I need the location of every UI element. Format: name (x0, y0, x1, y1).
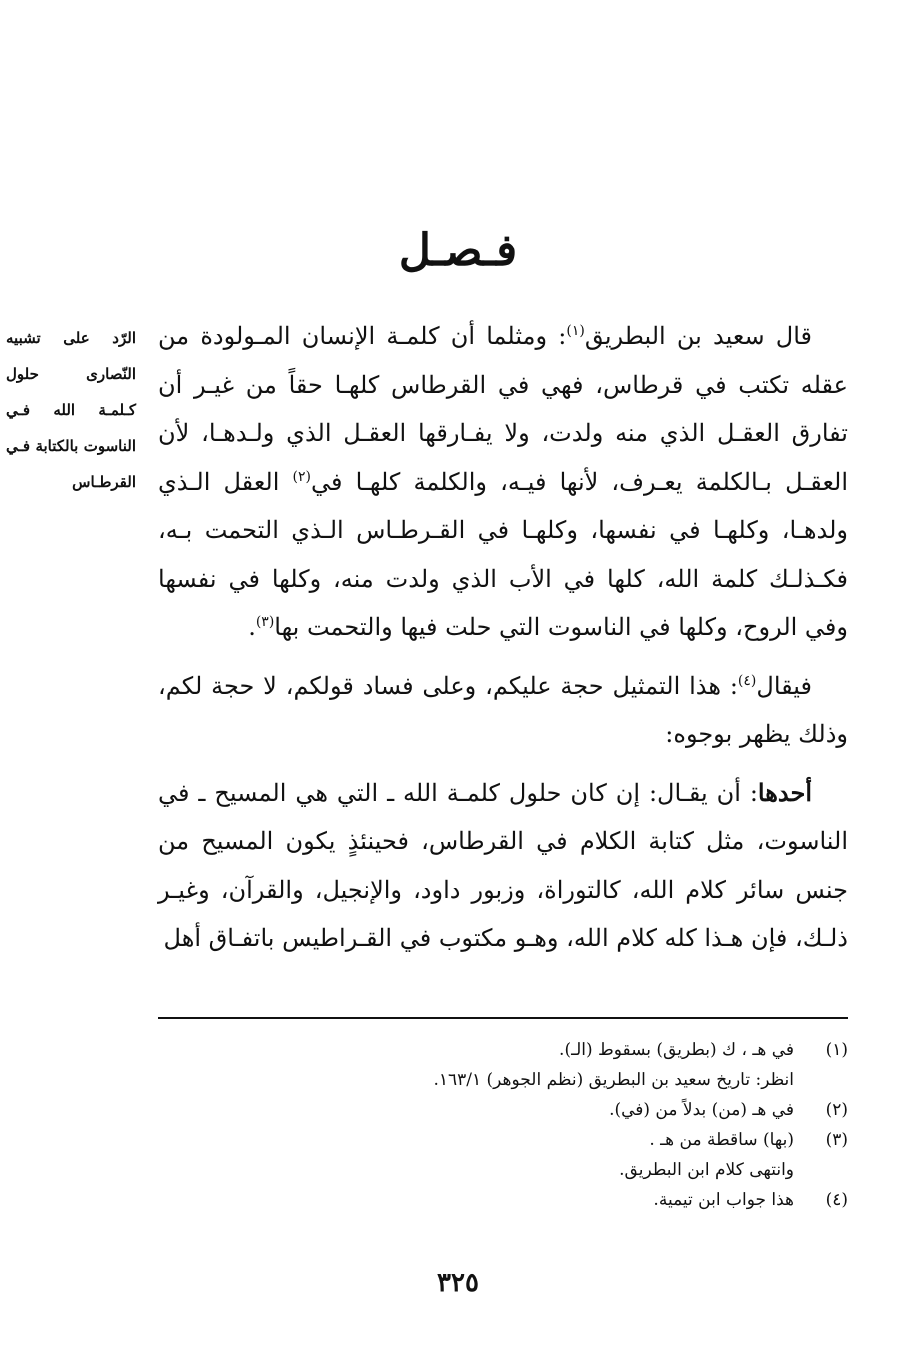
paragraph-1 (158, 312, 848, 652)
footnote-number: (٤) (825, 1190, 848, 1210)
footnote-text: وانتهى كلام ابن البطريق. (619, 1160, 794, 1180)
footnote-3 (158, 1125, 848, 1155)
footnote-3-continued (158, 1155, 848, 1185)
p1-text-b: : ومثلما أن كلمـة الإنسان المـولودة من عقله تكتب في قرطاس، فهي في القرطاس كلهـا حقاً من غيـر أن تفارق العقـل الذي منه ولدت، ولا يفـارقها العقـل الذي ولـدهـا، لأن العقـل بـالكلمة يعـرف، لأنها فيـه، والكلمة كلهـا في (158, 322, 849, 496)
p2-text-b: : هذا التمثيل حجة عليكم، وعلى فساد قولكم، لا حجة لكم، وذلك يظهر بوجوه: (158, 671, 848, 748)
footnote-ref-4: (٤) (737, 672, 757, 689)
footnote-number: (٣) (825, 1130, 848, 1150)
footnote-text: (بها) ساقطة من هـ . (649, 1130, 794, 1150)
footnote-2 (158, 1095, 848, 1125)
footnote-1 (158, 1035, 848, 1065)
footnote-text: في هـ ، ك (بطريق) بسقوط (الـ). (559, 1040, 794, 1060)
footnotes (158, 1035, 848, 1215)
paragraph-3 (158, 769, 848, 963)
footnote-1-continued (158, 1065, 848, 1095)
paragraph-2 (158, 662, 848, 759)
footnote-ref-2: (٢) (292, 468, 311, 485)
margin-note: الرّد على تشبيه النّصارى حلول كـلمـة الله فـي الناسوت بالكتابة فـي القرطـاس (6, 329, 136, 491)
p1-end: . (248, 613, 256, 641)
main-text (158, 312, 848, 973)
footnote-divider (158, 1017, 848, 1019)
p3-text: : أن يقـال: إن كان حلول كلمـة الله ـ التي هي المسيح ـ في الناسوت، مثل كتابة الكلام في القرطاس، فحينئذٍ يكون المسيح من جنس سائر كلام الله، كالتوراة، وزبور داود، والإنجيل، والقرآن، وغيـر ذلـك، فإن هـذا كله كلام الله، وهـو مكتوب في القـراطيس باتفـاق أهل (158, 778, 848, 952)
footnote-ref-1: (١) (566, 323, 585, 339)
page-number: ٣٢٥ (437, 1268, 479, 1298)
footnote-ref-3: (٣) (255, 614, 275, 630)
section-title: فـصـل (398, 225, 518, 276)
footnote-text: انظر: تاريخ سعيد بن البطريق (نظم الجوهر) ١٦٣/١. (433, 1070, 794, 1090)
footnote-number (794, 1065, 848, 1095)
p2-text-a: فيقال (756, 671, 812, 700)
footnote-number (794, 1155, 848, 1185)
footnote-text: في هـ (من) بدلاً من (في). (609, 1100, 794, 1120)
p3-bold-lead: أحدها (757, 777, 812, 807)
p1-text-c: العقل الـذي ولدهـا، وكلهـا في نفسها، وكلهـا في القـرطـاس الـذي التحمت بـه، فكـذلـك كلمة الله، كلها في الأب الذي ولدت منه، وكلها في نفسها وفي الروح، وكلها في الناسوت التي حلت فيها والتحمت بها (158, 467, 848, 641)
p1-text-a: قال سعيد بن البطريق (584, 322, 812, 350)
footnote-number: (٢) (825, 1100, 848, 1120)
footnote-number: (١) (825, 1040, 848, 1060)
footnote-4 (158, 1185, 848, 1215)
footnote-text: هذا جواب ابن تيمية. (653, 1190, 794, 1210)
